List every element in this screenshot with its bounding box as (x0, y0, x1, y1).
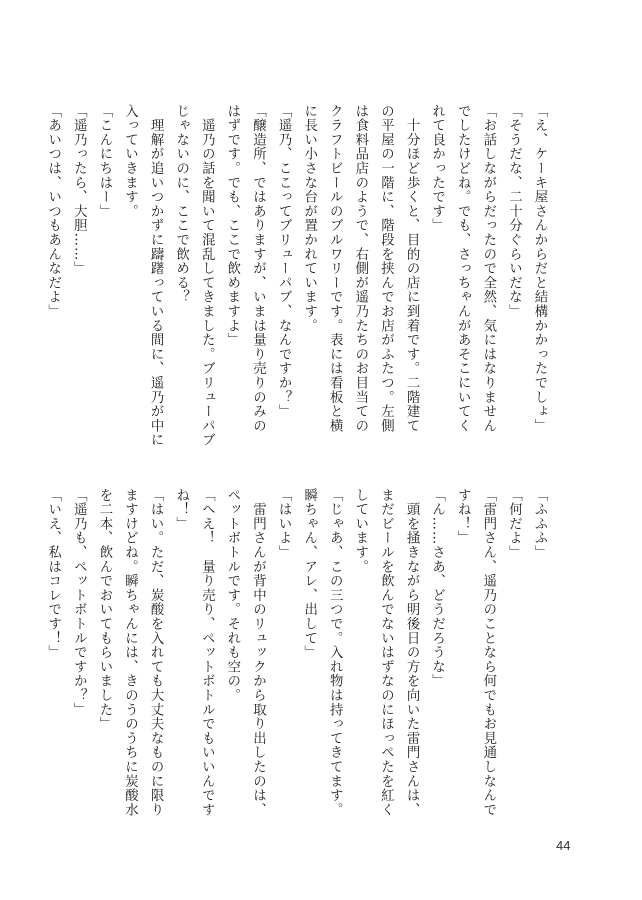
text-column: れて良かったです」 (429, 104, 445, 233)
text-column: 頭を掻きながら明後日の方を向いた雷門さんは、 (404, 488, 420, 817)
text-column: 雷門さんが背中のリュックから取り出したのは、 (250, 488, 266, 817)
text-column: 瞬ちゃん、アレ、出して」 (301, 488, 317, 660)
text-column: でしたけどね。でも、さっちゃんがあそこにいてく (455, 104, 471, 433)
text-column: 「はいよ」 (276, 488, 292, 560)
text-column: 「へえ！ 量り売り、ペットボトルでもいいんです (199, 488, 215, 817)
text-column: 「こんにちはー」 (96, 104, 112, 219)
lower-text-block (40, 488, 552, 818)
text-column: 「遥乃も、ペットボトルですか？」 (71, 488, 87, 717)
text-column: しています。 (352, 488, 368, 574)
text-column: まだビールを飲んでないはずなのにほっぺたを紅く (378, 488, 394, 817)
text-column: 「遥乃、ここってブリューパブ、なんですか？」 (276, 104, 292, 419)
text-column: はずです。でも、ここで飲めますよ」 (224, 104, 240, 348)
text-column: 「え、ケーキ屋さんからだと結構かかったでしょ」 (532, 104, 547, 433)
text-column: 十分ほど歩くと、目的の店に到着です。二階建て (404, 104, 420, 433)
text-column: 「雷門さん、遥乃のことなら何でもお見通しなんで (480, 488, 496, 817)
text-column: 遥乃の話を聞いて混乱してきました。ブリューパブ (199, 104, 215, 448)
text-column: クラフトビールのブルワリーです。表には看板と横 (327, 104, 343, 433)
text-column: 入っていきます。 (122, 104, 138, 219)
text-column: 「いえ、私はコレです！」 (45, 488, 61, 660)
text-column: に長い小さな台が置かれています。 (301, 104, 317, 333)
text-column: 「ん……さあ、どうだろうな」 (429, 488, 445, 689)
upper-text-block (40, 104, 552, 448)
text-column: すね！」 (455, 488, 471, 546)
text-column: の平屋の一階に、階段を挟んでお店がふたつ。左側 (378, 104, 394, 433)
text-column: 「遥乃ったら、大胆……」 (71, 104, 87, 276)
text-column: ますけどね。瞬ちゃんには、きのうのうちに炭酸水 (122, 488, 138, 817)
text-column: じゃないのに、ここで飲める？ (173, 104, 189, 305)
text-column: 「そうだな、二十分ぐらいだな」 (506, 104, 522, 319)
text-column: 「じゃあ、この三つで。入れ物は持ってきてます。 (327, 488, 343, 817)
text-column: は食料品店のようで、右側が遥乃たちのお目当ての (352, 104, 368, 433)
text-column: 「醸造所、ではありますが、いまは量り売りのみの (250, 104, 266, 433)
text-column: 「お話しながらだったので全然、気にはなりません (480, 104, 496, 433)
text-column: ペットボトルです。それも空の。 (224, 488, 240, 703)
text-column: 「あいつは、いつもあんなだよ」 (45, 104, 61, 319)
text-column: ね！」 (173, 488, 189, 531)
text-column: 理解が追いつかずに躊躇っている間に、遥乃が中に (148, 104, 164, 448)
text-column: を二本、飲んでおいてもらいました」 (96, 488, 112, 732)
text-column: 「ふふふ」 (532, 488, 547, 560)
page-number: 44 (556, 838, 571, 853)
text-column: 「はい。ただ、炭酸を入れても大丈夫なものに限り (148, 488, 164, 817)
text-column: 「何だよ」 (506, 488, 522, 560)
